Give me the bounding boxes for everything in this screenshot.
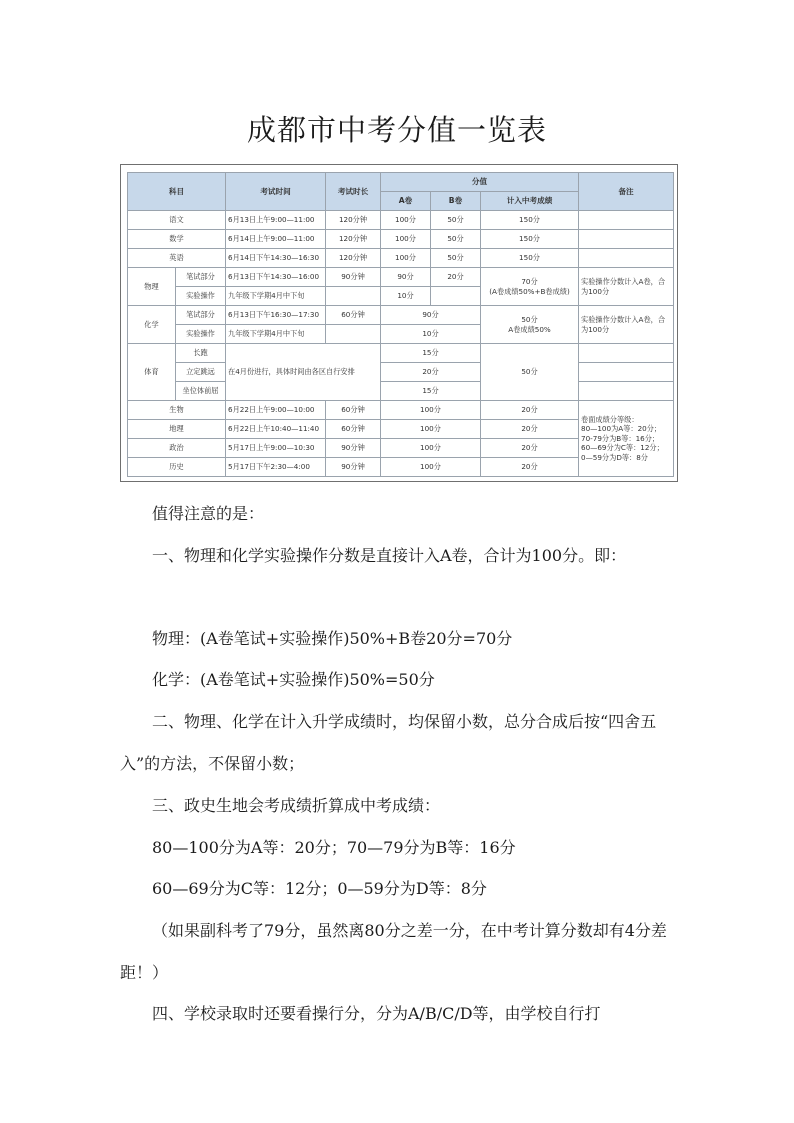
paragraph-rule-4: 四、学校录取时还要看操行分，分为A/B/C/D等，由学校自行打 [152,1004,601,1023]
cell-duration: 120分钟 [326,230,381,249]
header-duration: 考试时长 [326,173,381,211]
cell-a: 100分 [381,249,431,268]
header-subject: 科目 [128,173,226,211]
paragraph-chemistry-formula: 化学：(A卷笔试+实验操作)50%=50分 [152,670,435,689]
paragraph-rule-3: 三、政史生地会考成绩折算成中考成绩： [152,796,441,815]
paragraph-note-intro: 值得注意的是： [152,504,265,523]
page-title: 成都市中考分值一览表 [246,113,547,147]
cell-counted: 50分 [481,344,579,401]
cell-b: 50分 [431,249,481,268]
cell-subject: 政治 [128,439,226,458]
cell-time: 6月14日上午9:00—11:00 [226,230,326,249]
cell-time: 6月13日上午9:00—11:00 [226,211,326,230]
cell-time: 6月22日上午10:40—11:40 [226,420,326,439]
cell-score: 100分 [381,420,481,439]
table-row [128,306,674,325]
paragraph-physics-formula: 物理：(A卷笔试+实验操作)50%+B卷20分=70分 [152,629,513,648]
cell-duration: 90分钟 [326,268,381,287]
cell-score: 100分 [381,439,481,458]
cell-b [431,287,481,306]
cell-counted: 150分 [481,230,579,249]
cell-time: 在4月份进行，具体时间由各区自行安排 [226,344,381,401]
cell-counted: 150分 [481,249,579,268]
cell-duration: 90分钟 [326,458,381,477]
cell-remark: 实验操作分数计入A卷，合为100分 [579,306,674,344]
cell-b: 50分 [431,230,481,249]
cell-subject: 生物 [128,401,226,420]
cell-grade-note [579,401,674,477]
grade-note-line: 0—59分为D等：8分 [581,452,648,462]
cell-score: 20分 [381,363,481,382]
paragraph-example: （如果副科考了79分，虽然离80分之差一分，在中考计算分数却有4分差距！） [120,921,667,982]
cell-score: 15分 [381,344,481,363]
cell-subject: 体育 [128,344,176,401]
cell-remark [579,382,674,401]
paragraph-grade-ab: 80—100分为A等：20分；70—79分为B等：16分 [152,838,516,857]
paragraph-rule-1: 一、物理和化学实验操作分数是直接计入A卷，合计为100分。即： [152,546,627,565]
cell-remark [579,249,674,268]
cell-score: 100分 [381,458,481,477]
cell-duration: 120分钟 [326,211,381,230]
cell-part: 长跑 [176,344,226,363]
cell-remark [579,230,674,249]
counted-line: A卷成绩50% [508,324,551,334]
cell-counted [481,306,579,344]
cell-part: 坐位体前屈 [176,382,226,401]
cell-time: 5月17日下午2:30—4:00 [226,458,326,477]
cell-subject: 化学 [128,306,176,344]
cell-remark: 实验操作分数计入A卷，合为100分 [579,268,674,306]
cell-a: 90分 [381,268,431,287]
cell-b: 50分 [431,211,481,230]
grade-note-line: 60—69分为C等：12分； [581,443,664,453]
cell-duration: 60分钟 [326,420,381,439]
table-row [128,344,674,363]
header-paper-b: B卷 [431,192,481,211]
table-row [128,211,674,230]
cell-b: 20分 [431,268,481,287]
score-table [127,172,674,477]
cell-counted [481,268,579,306]
cell-a: 100分 [381,230,431,249]
cell-remark [579,344,674,363]
cell-subject: 数学 [128,230,226,249]
cell-subject: 语文 [128,211,226,230]
cell-remark [579,363,674,382]
cell-time: 6月22日上午9:00—10:00 [226,401,326,420]
cell-subject: 地理 [128,420,226,439]
cell-score: 90分 [381,306,481,325]
header-paper-a: A卷 [381,192,431,211]
table-row [128,401,674,420]
header-counted: 计入中考成绩 [481,192,579,211]
cell-a: 10分 [381,287,431,306]
counted-line: (A卷成绩50%+B卷成绩) [489,286,570,296]
cell-subject: 物理 [128,268,176,306]
cell-score: 100分 [381,401,481,420]
cell-time: 九年级下学期4月中下旬 [226,325,326,344]
cell-subject: 历史 [128,458,226,477]
cell-duration: 120分钟 [326,249,381,268]
cell-time: 6月13日下午14:30—16:00 [226,268,326,287]
grade-note-line: 卷面成绩分等级： [581,414,639,424]
header-remark: 备注 [579,173,674,211]
cell-counted: 20分 [481,458,579,477]
table-row [128,268,674,287]
table-row [128,363,674,382]
header-score: 分值 [381,173,579,192]
cell-counted: 20分 [481,439,579,458]
paragraph-grade-cd: 60—69分为C等：12分；0—59分为D等：8分 [152,879,487,898]
cell-remark [579,211,674,230]
grade-note-line: 70-79分为B等：16分； [581,433,660,443]
cell-part: 笔试部分 [176,268,226,287]
cell-duration: 60分钟 [326,306,381,325]
cell-time: 6月14日下午14:30—16:30 [226,249,326,268]
cell-counted: 20分 [481,401,579,420]
header-exam-time: 考试时间 [226,173,326,211]
cell-part: 立定跳远 [176,363,226,382]
cell-score: 15分 [381,382,481,401]
grade-note-line: 80—100为A等：20分； [581,424,662,434]
cell-a: 100分 [381,211,431,230]
cell-counted: 20分 [481,420,579,439]
cell-part: 实验操作 [176,325,226,344]
cell-time: 九年级下学期4月中下旬 [226,287,326,306]
paragraph-rule-2: 二、物理、化学在计入升学成绩时，均保留小数，总分合成后按“四舍五入”的方法，不保留小数； [120,712,657,773]
cell-time: 5月17日上午9:00—10:30 [226,439,326,458]
cell-counted: 150分 [481,211,579,230]
counted-line: 70分 [521,276,538,286]
cell-duration [326,287,381,306]
cell-subject: 英语 [128,249,226,268]
table-row [128,382,674,401]
table-row [128,249,674,268]
counted-line: 50分 [521,314,538,324]
cell-duration [326,325,381,344]
cell-duration: 60分钟 [326,401,381,420]
cell-part: 实验操作 [176,287,226,306]
score-table-image [120,164,678,482]
cell-score: 10分 [381,325,481,344]
cell-time: 6月13日下午16:30—17:30 [226,306,326,325]
table-row [128,230,674,249]
cell-part: 笔试部分 [176,306,226,325]
cell-duration: 90分钟 [326,439,381,458]
